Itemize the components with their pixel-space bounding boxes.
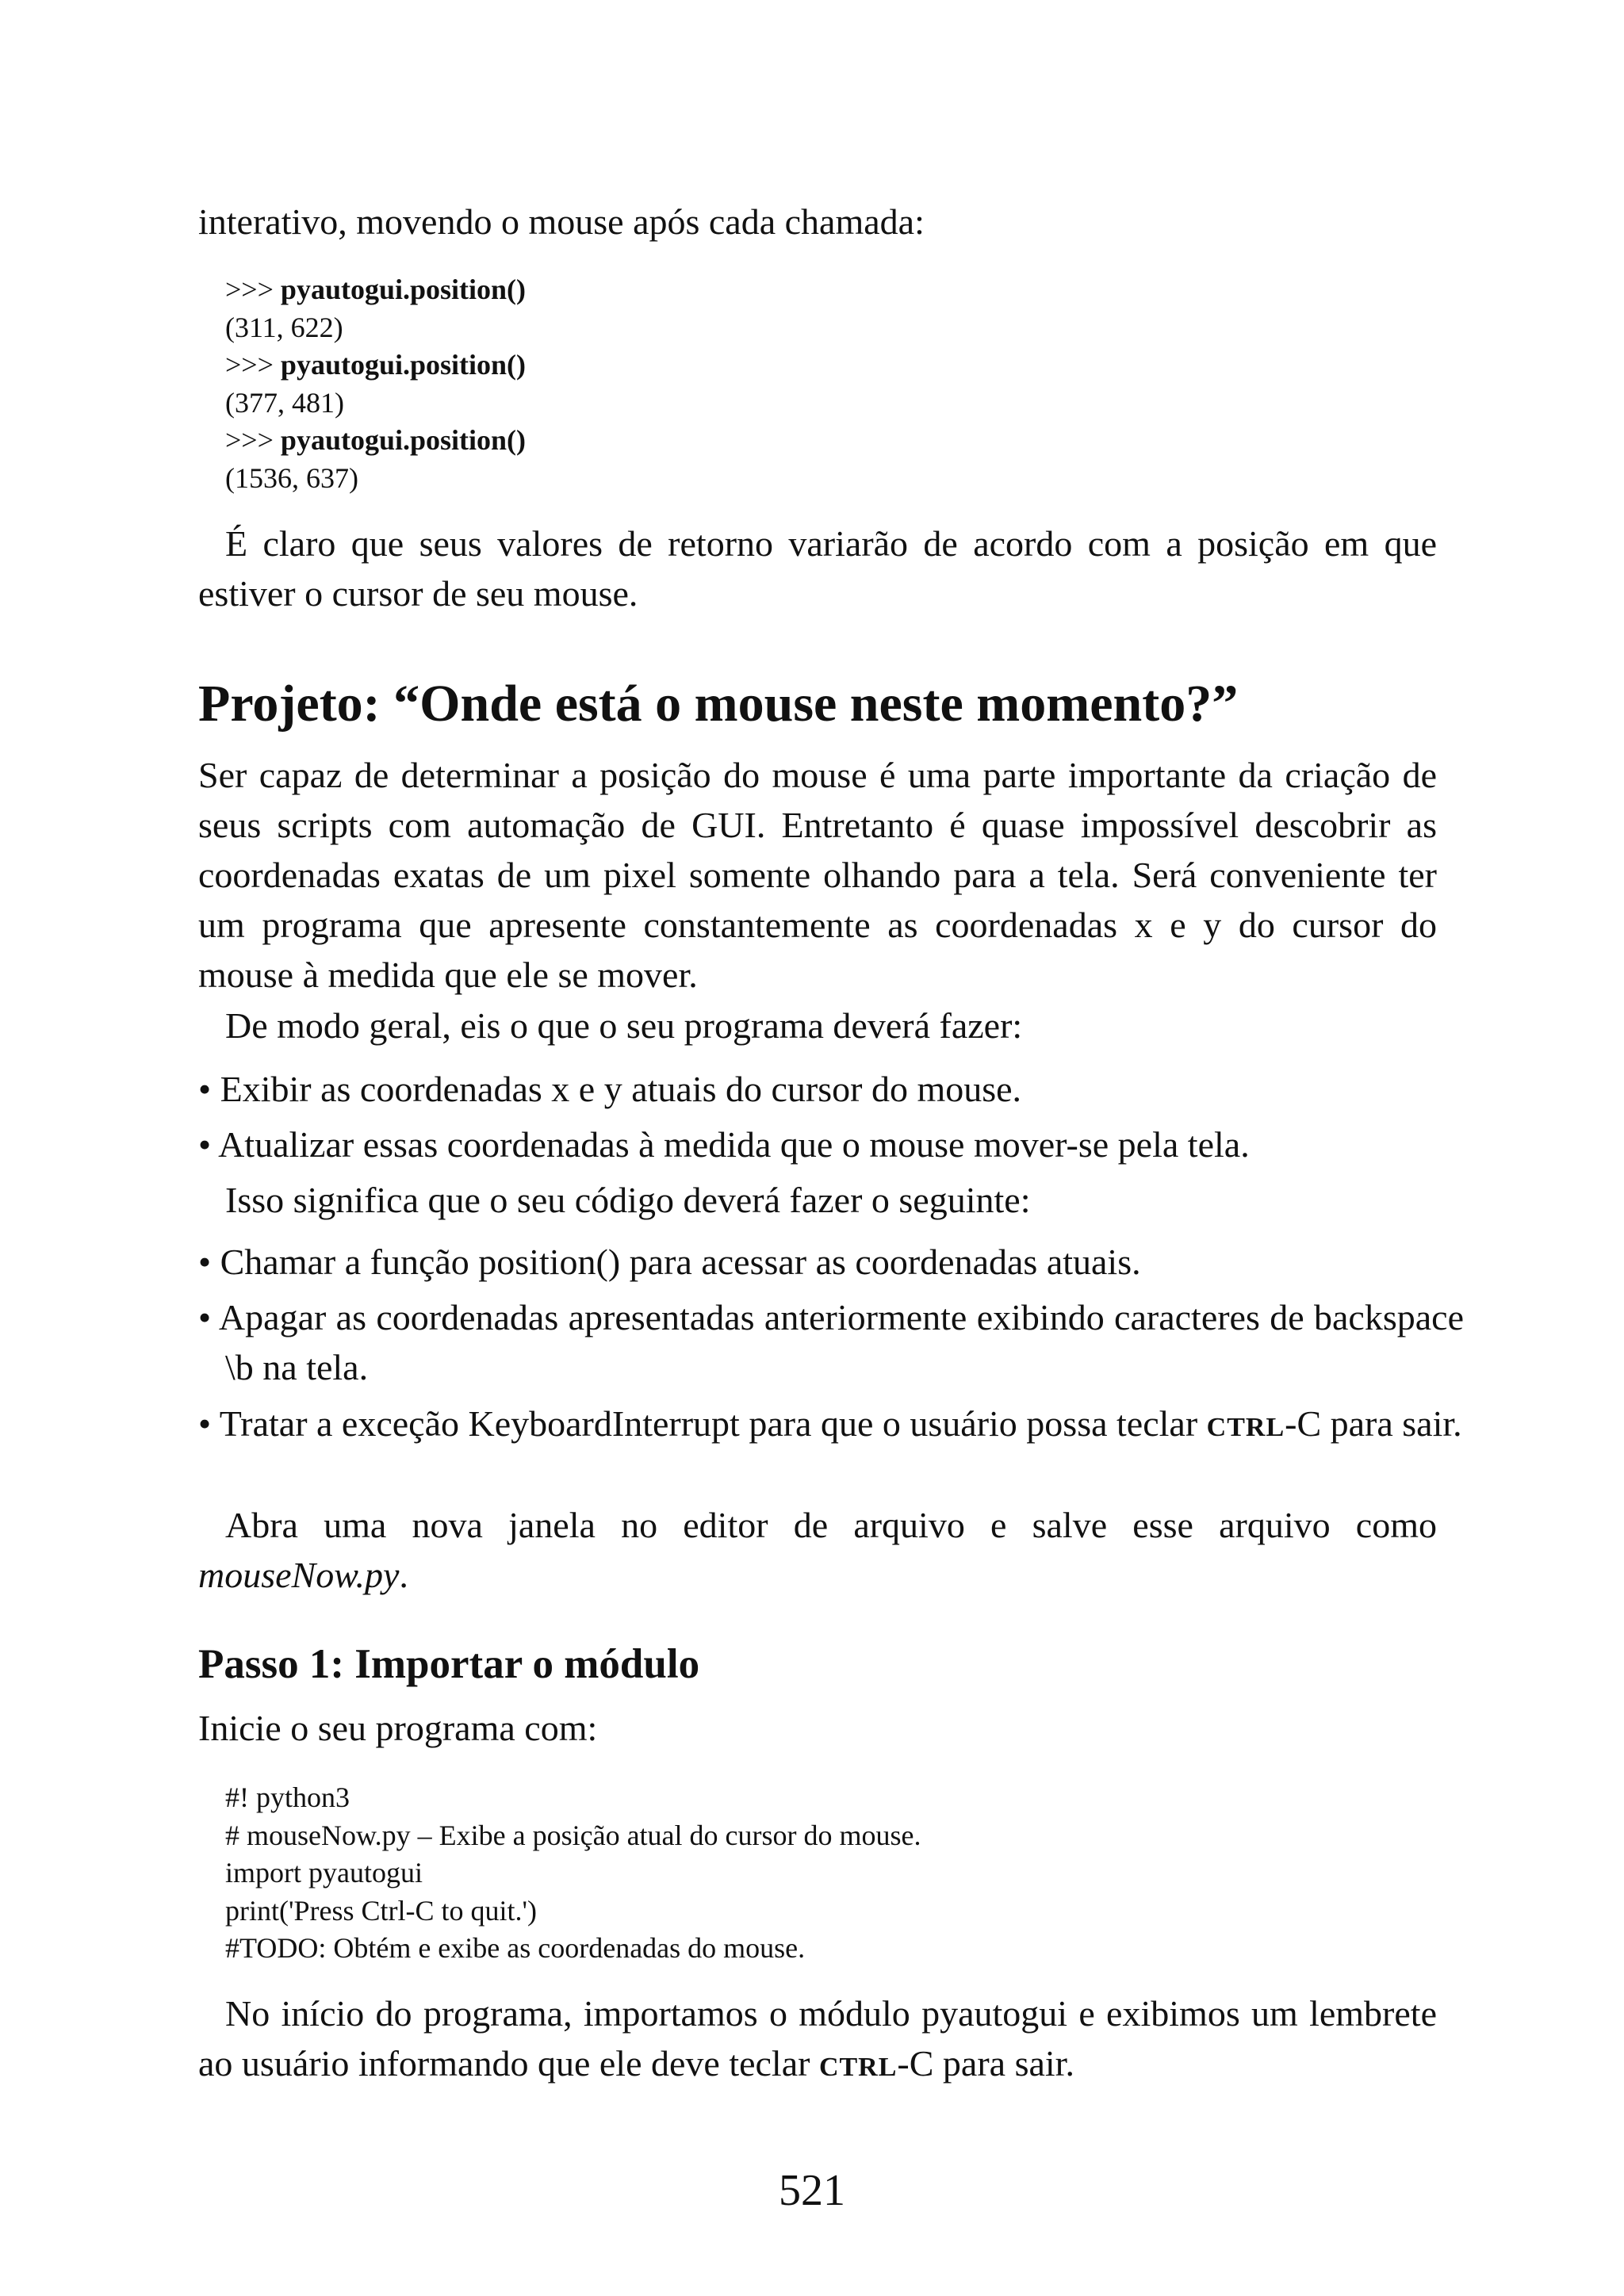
code-line: print('Press Ctrl-C to quit.'): [225, 1894, 537, 1927]
filename: mouseNow.py: [198, 1555, 400, 1595]
code-line: # mouseNow.py – Exibe a posição atual do cursor do mouse.: [225, 1819, 921, 1851]
bullet-item: • Chamar a função position() para acessar as coordenadas atuais.: [198, 1242, 1141, 1282]
bullet-item: • Apagar as coordenadas apresentadas anteriormente exibindo caracteres de backspace \b na tela.: [198, 1297, 1464, 1387]
intro-line: interativo, movendo o mouse após cada chamada:: [198, 201, 925, 242]
code-block-2: [198, 1779, 921, 1968]
bullet-item: • Tratar a exceção KeyboardInterrupt para que o usuário possa teclar CTRL-C para sair.: [198, 1403, 1462, 1444]
paragraph-project-1: Ser capaz de determinar a posição do mouse é uma parte importante da criação de seus scripts com automação de GUI. Entretanto é quase impossível descobrir as coordenadas exatas de um pixel somente olhando para a tela. Será conveniente ter um programa que apresente constantemente as coordenadas x e y do cursor do mouse à medida que ele se mover.: [198, 755, 1437, 995]
key-ctrl: CTRL: [818, 2053, 898, 2082]
code-line: import pyautogui: [225, 1857, 423, 1888]
page-number: 521: [779, 2166, 845, 2215]
heading-step1: Passo 1: Importar o módulo: [198, 1641, 700, 1687]
code-line: >>> pyautogui.position(): [225, 424, 526, 456]
code-line: #! python3: [225, 1781, 350, 1813]
code-output: (1536, 637): [225, 461, 358, 494]
bullet-item: • Atualizar essas coordenadas à medida que o mouse mover-se pela tela.: [198, 1124, 1250, 1165]
paragraph-open-window: Abra uma nova janela no editor de arquivo e salve esse arquivo como mouseNow.py.: [198, 1505, 1437, 1595]
paragraph-return-values: É claro que seus valores de retorno variarão de acordo com a posição em que estiver o cursor de seu mouse.: [198, 523, 1437, 614]
key-ctrl: CTRL: [1206, 1413, 1285, 1442]
paragraph-code-should: Isso significa que o seu código deverá fazer o seguinte:: [225, 1180, 1031, 1220]
code-line: #TODO: Obtém e exibe as coordenadas do mouse.: [225, 1932, 806, 1964]
code-output: (311, 622): [225, 311, 343, 343]
paragraph-start: Inicie o seu programa com:: [198, 1708, 598, 1748]
paragraph-final: No início do programa, importamos o módulo pyautogui e exibimos um lembrete ao usuário informando que ele deve teclar CTRL-C para sair.: [198, 1993, 1437, 2084]
code-line: >>> pyautogui.position(): [225, 274, 526, 305]
heading-project: Projeto: “Onde está o mouse neste momento?”: [198, 675, 1239, 733]
paragraph-project-2: De modo geral, eis o que o seu programa deverá fazer:: [225, 1005, 1023, 1046]
code-output: (377, 481): [225, 386, 344, 419]
code-line: >>> pyautogui.position(): [225, 349, 526, 381]
code-block-1: [198, 271, 526, 497]
bullet-item: • Exibir as coordenadas x e y atuais do cursor do mouse.: [198, 1069, 1022, 1109]
